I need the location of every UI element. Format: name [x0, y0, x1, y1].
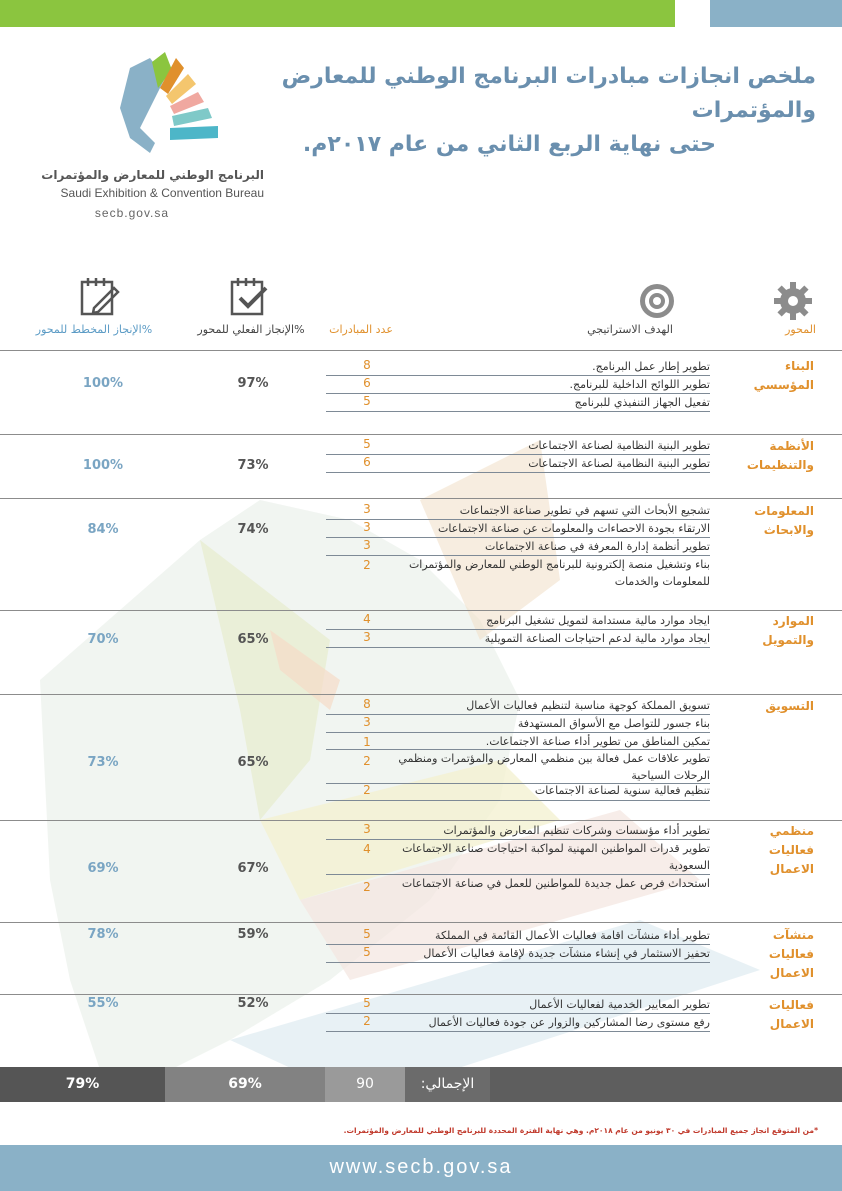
goal-row-text: تطوير اللوائح الداخلية للبرنامج.: [569, 378, 710, 391]
axis-actual-percent: 59%: [237, 927, 269, 942]
goal-row-count: 3: [363, 715, 371, 729]
axis-section: [0, 820, 842, 922]
axis-actual-percent: 67%: [237, 861, 269, 876]
column-header-axis: المحور: [785, 323, 816, 336]
goal-row-text: رفع مستوى رضا المشاركين والزوار عن جودة فعاليات الأعمال: [428, 1016, 710, 1029]
goal-row-text: تطوير البنية النظامية لصناعة الاجتماعات: [528, 439, 710, 452]
top-accent-bar-blue: [710, 0, 842, 27]
page-title: [216, 60, 816, 162]
column-header-goal: الهدف الاستراتيجي: [587, 323, 673, 336]
column-header-count: عدد المبادرات: [329, 323, 393, 336]
goal-row-count: 3: [363, 520, 371, 534]
section-divider: [0, 994, 842, 995]
goal-row-text: تطوير أداء منشآت اقامة فعاليات الأعمال القائمة في المملكة: [435, 929, 710, 942]
axis-actual-percent: 74%: [237, 522, 269, 537]
axis-section: [0, 922, 842, 994]
goal-row-text: بناء جسور للتواصل مع الأسواق المستهدفة: [517, 717, 710, 730]
org-website: secb.gov.sa: [94, 206, 170, 220]
total-planned-percent: 79%: [0, 1067, 165, 1102]
total-initiatives-count: 90: [325, 1067, 405, 1102]
axis-planned-percent: 55%: [87, 996, 119, 1011]
goal-row-text: تطوير المعايير الخدمية لفعاليات الأعمال: [529, 998, 710, 1011]
axis-planned-percent: 78%: [87, 927, 119, 942]
axis-name: المعلومات والابحاث: [754, 504, 814, 537]
goal-row-count: 5: [363, 927, 371, 941]
axis-name: الموارد والتمويل: [762, 614, 814, 647]
axis-name: منشآت فعاليات الاعمال: [768, 928, 814, 980]
goal-row-text: تطوير إطار عمل البرنامج.: [592, 360, 710, 373]
row-divider: [326, 1031, 710, 1032]
goal-row-count: 2: [363, 558, 371, 572]
axis-actual-percent: 65%: [237, 632, 269, 647]
axis-name: البناء المؤسسي: [753, 359, 814, 392]
axis-planned-percent: 70%: [87, 632, 119, 647]
goal-row-count: 6: [363, 376, 371, 390]
gear-icon: [772, 280, 814, 322]
row-divider: [326, 800, 710, 801]
row-divider: [326, 411, 710, 412]
row-divider: [326, 472, 710, 473]
goal-row-text: تطوير أداء مؤسسات وشركات تنظيم المعارض والمؤتمرات: [443, 824, 710, 837]
goal-row-text: تسويق المملكة كوجهة مناسبة لتنظيم فعاليات الأعمال: [466, 699, 710, 712]
top-accent-bar-green: [0, 0, 675, 27]
goal-row-count: 4: [363, 612, 371, 626]
goal-row-text: تشجيع الأبحاث التي تسهم في تطوير صناعة الاجتماعات: [459, 504, 710, 517]
goal-row-count: 2: [363, 783, 371, 797]
axis-planned-percent: 84%: [87, 522, 119, 537]
axis-planned-percent: 100%: [82, 376, 124, 391]
section-divider: [0, 610, 842, 611]
totals-label: الإجمالي:: [405, 1067, 490, 1102]
section-divider: [0, 350, 842, 351]
column-header-planned: الإنجاز المخطط للمحور%: [35, 323, 153, 336]
section-divider: [0, 498, 842, 499]
axis-section: [0, 610, 842, 694]
row-divider: [326, 962, 710, 963]
section-divider: [0, 922, 842, 923]
goal-row-count: 3: [363, 502, 371, 516]
goal-row-count: 2: [363, 754, 371, 768]
goal-row-count: 5: [363, 394, 371, 408]
goal-row-text: تطوير أنظمة إدارة المعرفة في صناعة الاجتماعات: [485, 540, 710, 553]
goal-row-count: 3: [363, 822, 371, 836]
goal-row-text: تحفيز الاستثمار في إنشاء منشآت جديدة لإقامة فعاليات الأعمال: [423, 947, 710, 960]
goal-row-count: 8: [363, 697, 371, 711]
goal-row-count: 5: [363, 437, 371, 451]
org-name-english: Saudi Exhibition & Convention Bureau: [60, 186, 264, 200]
axis-section: [0, 350, 842, 434]
axis-section: [0, 694, 842, 820]
secb-logo: [110, 48, 230, 158]
goal-row-text: تمكين المناطق من تطوير أداء صناعة الاجتماعات.: [485, 735, 710, 748]
goal-row-count: 5: [363, 945, 371, 959]
calendar-edit-icon: [78, 276, 120, 318]
footer-website[interactable]: www.secb.gov.sa: [0, 1145, 842, 1191]
section-divider: [0, 434, 842, 435]
axis-actual-percent: 65%: [237, 755, 269, 770]
goal-row-text: تطوير علاقات عمل فعالة بين منظمي المعارض والمؤتمرات ومنظمي الرحلات السياحية: [398, 752, 710, 782]
goal-row-count: 3: [363, 630, 371, 644]
goal-row-count: 6: [363, 455, 371, 469]
target-icon: [638, 282, 676, 320]
goal-row-text: تطوير قدرات المواطنين المهنية لمواكبة احتياجات صناعة الاجتماعات السعودية: [402, 842, 710, 872]
axis-actual-percent: 97%: [237, 376, 269, 391]
goal-row-count: 3: [363, 538, 371, 552]
axis-section: [0, 434, 842, 498]
footnote: *من المتوقع انجاز جميع المبادرات في ٣٠ يونيو من عام ٢٠١٨م. وهي نهاية الفترة المحددة للبرنامج الوطني للمعارض والمؤتمرات.: [343, 1126, 818, 1135]
goal-row-text: ايجاد موارد مالية لدعم احتياجات الصناعة التمويلية: [484, 632, 710, 645]
total-actual-percent: 69%: [165, 1067, 325, 1102]
goal-row-text: بناء وتشغيل منصة إلكترونية للبرنامج الوطني للمعارض والمؤتمرات للمعلومات والخدمات: [408, 558, 710, 588]
goal-row-count: 4: [363, 842, 371, 856]
axis-actual-percent: 52%: [237, 996, 269, 1011]
axis-name: التسويق: [765, 699, 814, 713]
goal-row-count: 2: [363, 880, 371, 894]
axis-actual-percent: 73%: [237, 458, 269, 473]
axis-planned-percent: 69%: [87, 861, 119, 876]
title-line-2: حتى نهاية الربع الثاني من عام ٢٠١٧م.: [302, 132, 716, 157]
goal-row-text: الارتقاء بجودة الاحصاءات والمعلومات عن صناعة الاجتماعات: [437, 522, 710, 535]
axis-section: [0, 498, 842, 610]
axis-planned-percent: 73%: [87, 755, 119, 770]
goal-row-text: تفعيل الجهاز التنفيذي للبرنامج: [574, 396, 710, 409]
goal-row-text: ايجاد موارد مالية مستدامة لتمويل تشغيل البرنامج: [486, 614, 710, 627]
section-divider: [0, 820, 842, 821]
goal-row-count: 8: [363, 358, 371, 372]
axis-planned-percent: 100%: [82, 458, 124, 473]
goal-row-count: 1: [363, 735, 371, 749]
row-divider: [326, 647, 710, 648]
title-line-1: ملخص انجازات مبادرات البرنامج الوطني للمعارض والمؤتمرات: [281, 64, 816, 123]
axis-name: منظمي فعاليات الاعمال: [768, 824, 814, 876]
goal-row-count: 5: [363, 996, 371, 1010]
axis-name: فعاليات الاعمال: [768, 998, 814, 1031]
goal-row-count: 2: [363, 1014, 371, 1028]
calendar-check-icon: [228, 276, 270, 318]
axis-name: الأنظمة والتنظيمات: [746, 439, 814, 472]
goal-row-text: تطوير البنية النظامية لصناعة الاجتماعات: [528, 457, 710, 470]
column-header-actual: الإنجاز الفعلي للمحور%: [197, 323, 305, 336]
goal-row-text: تنظيم فعالية سنوية لصناعة الاجتماعات: [534, 784, 710, 797]
section-divider: [0, 694, 842, 695]
goal-row-text: استحداث فرص عمل جديدة للمواطنين للعمل في صناعة الاجتماعات: [401, 877, 710, 890]
org-name-arabic: البرنامج الوطني للمعارض والمؤتمرات: [41, 168, 264, 182]
axis-section: [0, 994, 842, 1067]
